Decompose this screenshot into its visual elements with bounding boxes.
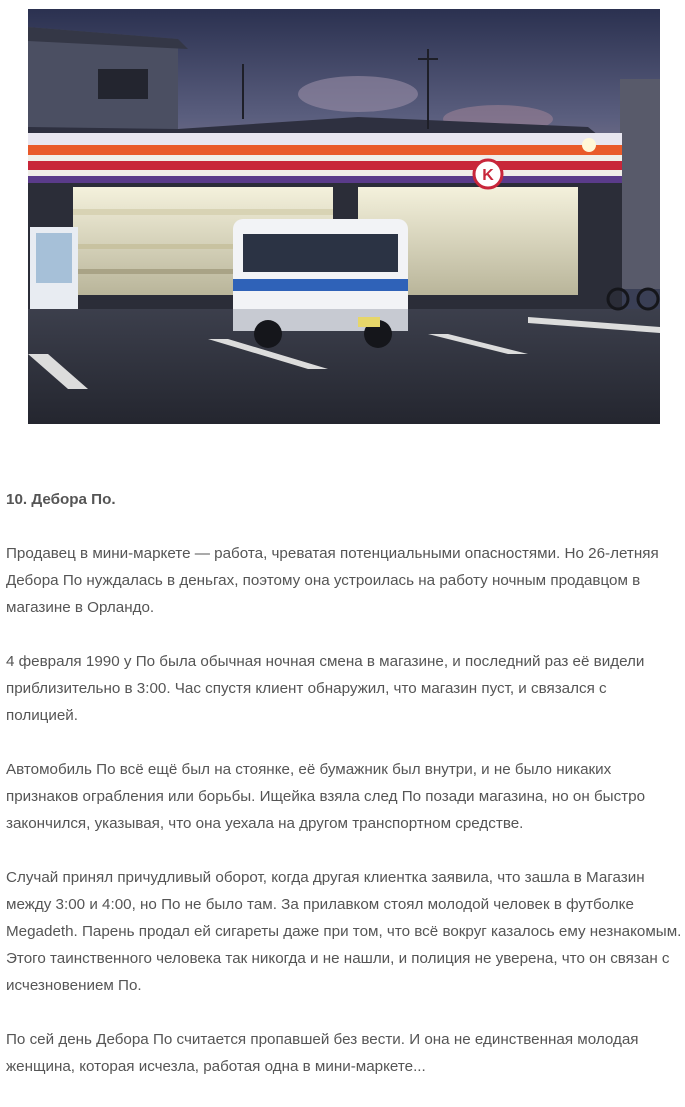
article-paragraph: По сей день Дебора По считается пропавшей без вести. И она не единственная молодая женщина, которая исчезла, работая одна в мини-маркете... <box>6 1031 639 1075</box>
store-photo <box>28 9 660 424</box>
article-heading: 10. Дебора По. <box>6 491 116 508</box>
article-paragraph: 4 февраля 1990 у По была обычная ночная смена в магазине, и последний раз её видели приблизительно в 3:00. Час спустя клиент обнаружил, что магазин пуст, и связался с полицией. <box>6 653 645 724</box>
article-paragraph: Продавец в мини-маркете — работа, чреватая потенциальными опасностями. Но 26-летняя Дебора По нуждалась в деньгах, поэтому она устроилась на работу ночным продавцом в магазине в Орландо. <box>6 545 659 616</box>
store-sign-letter: K <box>482 167 494 184</box>
article <box>6 486 682 1107</box>
article-paragraph: Автомобиль По всё ещё был на стоянке, её бумажник был внутри, и не было никаких признаков ограбления или борьбы. Ищейка взяла след По позади магазина, но он быстро закончился, указывая, что она уехала на другом транспортном средстве. <box>6 761 646 832</box>
convenience-store-photo-icon <box>28 9 660 424</box>
article-paragraph: Случай принял причудливый оборот, когда другая клиентка заявила, что зашла в Магазин между 3:00 и 4:00, но По не было там. За прилавком стоял молодой человек в футболке Megadeth. Парень продал ей сигареты даже при том, что всё вокруг казалось ему незнакомым. Этого таинственного человека так никогда и не нашли, и полиция не уверена, что он связан с исчезновением По. <box>6 869 682 994</box>
